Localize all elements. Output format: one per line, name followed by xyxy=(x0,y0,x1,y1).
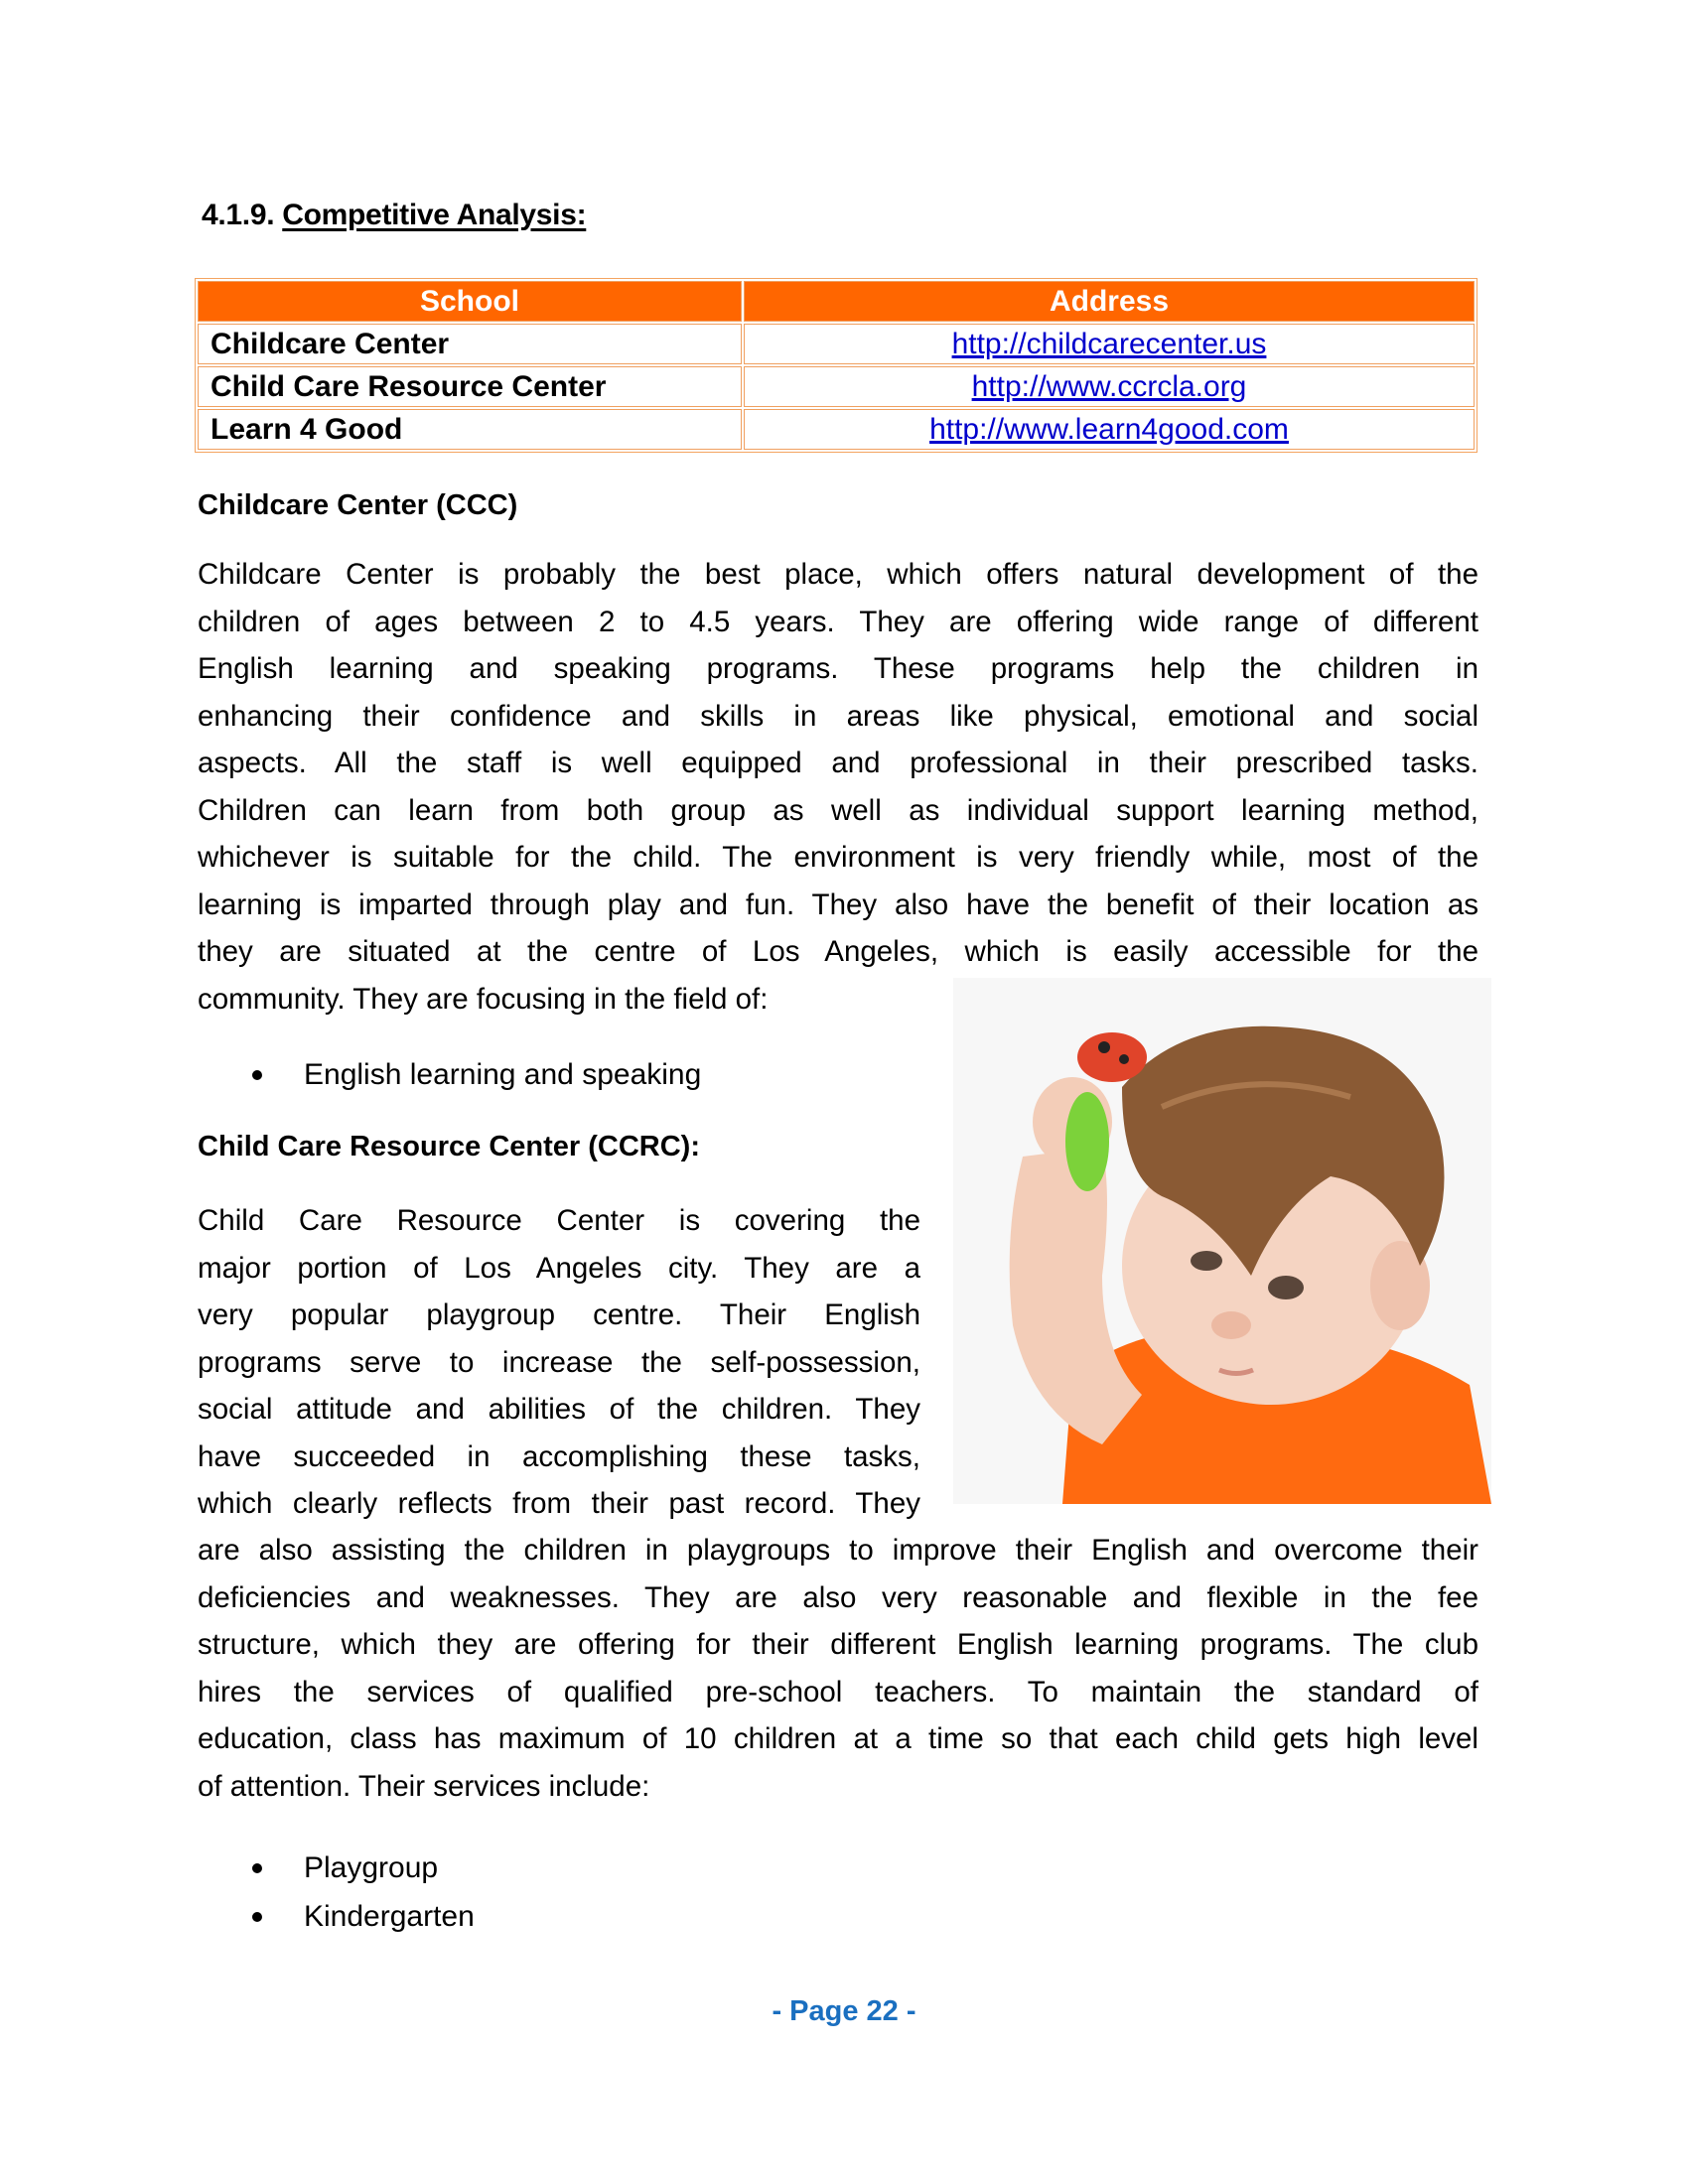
ccrc-heading: Child Care Resource Center (CCRC): xyxy=(198,1131,700,1162)
text-line: very popular playgroup centre. Their English xyxy=(198,1298,920,1331)
school-link[interactable]: http://www.learn4good.com xyxy=(929,412,1289,446)
list-item xyxy=(252,1892,475,1941)
school-name: Childcare Center xyxy=(198,324,742,364)
bullet-icon xyxy=(252,1912,262,1922)
school-name: Child Care Resource Center xyxy=(198,366,742,407)
column-header-school: School xyxy=(198,281,742,322)
text-line: hires the services of qualified pre-school teachers. To maintain the standard of xyxy=(198,1675,1478,1708)
ccc-focus-list xyxy=(252,1050,701,1099)
list-item xyxy=(252,1843,475,1892)
list-item xyxy=(252,1050,701,1099)
text-line: English learning and speaking programs. These programs help the children in xyxy=(198,652,1478,685)
text-line: aspects. All the staff is well equipped and professional in their prescribed tasks. xyxy=(198,747,1478,779)
section-title: Competitive Analysis: xyxy=(282,199,587,231)
ccrc-paragraph-wide xyxy=(198,1527,1478,1810)
column-header-address: Address xyxy=(744,281,1475,322)
address-cell xyxy=(744,409,1475,450)
ccrc-paragraph-narrow xyxy=(198,1197,920,1528)
text-line: which clearly reflects from their past record. They xyxy=(198,1487,920,1520)
table-row xyxy=(198,366,1475,407)
text-line: are also assisting the children in playgroups to improve their English and overcome their xyxy=(198,1534,1478,1567)
text-line: they are situated at the centre of Los Angeles, which is easily accessible for the xyxy=(198,935,1478,968)
page-number: - Page 22 - xyxy=(772,1995,916,2027)
school-link[interactable]: http://childcarecenter.us xyxy=(951,327,1267,360)
list-item-text: Playgroup xyxy=(304,1851,439,1884)
toddler-illustration-icon xyxy=(953,978,1491,1504)
bullet-icon xyxy=(252,1070,262,1080)
competitor-table xyxy=(195,278,1477,453)
bullet-icon xyxy=(252,1863,262,1873)
text-line: structure, which they are offering for their different English learning programs. The club xyxy=(198,1628,1478,1661)
list-item-text: Kindergarten xyxy=(304,1900,475,1933)
text-line: social attitude and abilities of the children. They xyxy=(198,1393,920,1426)
address-cell xyxy=(744,366,1475,407)
section-heading xyxy=(202,199,586,232)
table-header-row xyxy=(198,281,1475,322)
table-row xyxy=(198,409,1475,450)
table-row xyxy=(198,324,1475,364)
address-cell xyxy=(744,324,1475,364)
text-line: of attention. Their services include: xyxy=(198,1769,650,1803)
text-line: programs serve to increase the self-possession, xyxy=(198,1345,920,1379)
text-line: learning is imparted through play and fun. They also have the benefit of their location as xyxy=(198,887,1478,921)
text-line: Child Care Resource Center is covering the xyxy=(198,1204,920,1237)
toddler-photo xyxy=(953,978,1491,1504)
text-line: Childcare Center is probably the best place, which offers natural development of the xyxy=(198,558,1478,591)
school-link[interactable]: http://www.ccrcla.org xyxy=(971,369,1247,403)
text-line: children of ages between 2 to 4.5 years. They are offering wide range of different xyxy=(198,605,1478,638)
school-name: Learn 4 Good xyxy=(198,409,742,450)
ccc-heading: Childcare Center (CCC) xyxy=(198,489,518,521)
section-number: 4.1.9. xyxy=(202,199,275,231)
text-line: have succeeded in accomplishing these tasks, xyxy=(198,1439,920,1473)
text-line: major portion of Los Angeles city. They are a xyxy=(198,1251,920,1285)
text-line: Children can learn from both group as well as individual support learning method, xyxy=(198,793,1478,827)
ccc-paragraph xyxy=(198,551,1478,1023)
ccrc-services-list xyxy=(252,1843,475,1941)
text-line: community. They are focusing in the field of: xyxy=(198,982,769,1016)
text-line: education, class has maximum of 10 children at a time so that each child gets high level xyxy=(198,1722,1478,1755)
list-item-text: English learning and speaking xyxy=(304,1058,702,1091)
text-line: deficiencies and weaknesses. They are also very reasonable and flexible in the fee xyxy=(198,1580,1478,1614)
text-line: enhancing their confidence and skills in areas like physical, emotional and social xyxy=(198,699,1478,733)
text-line: whichever is suitable for the child. The environment is very friendly while, most of the xyxy=(198,841,1478,874)
